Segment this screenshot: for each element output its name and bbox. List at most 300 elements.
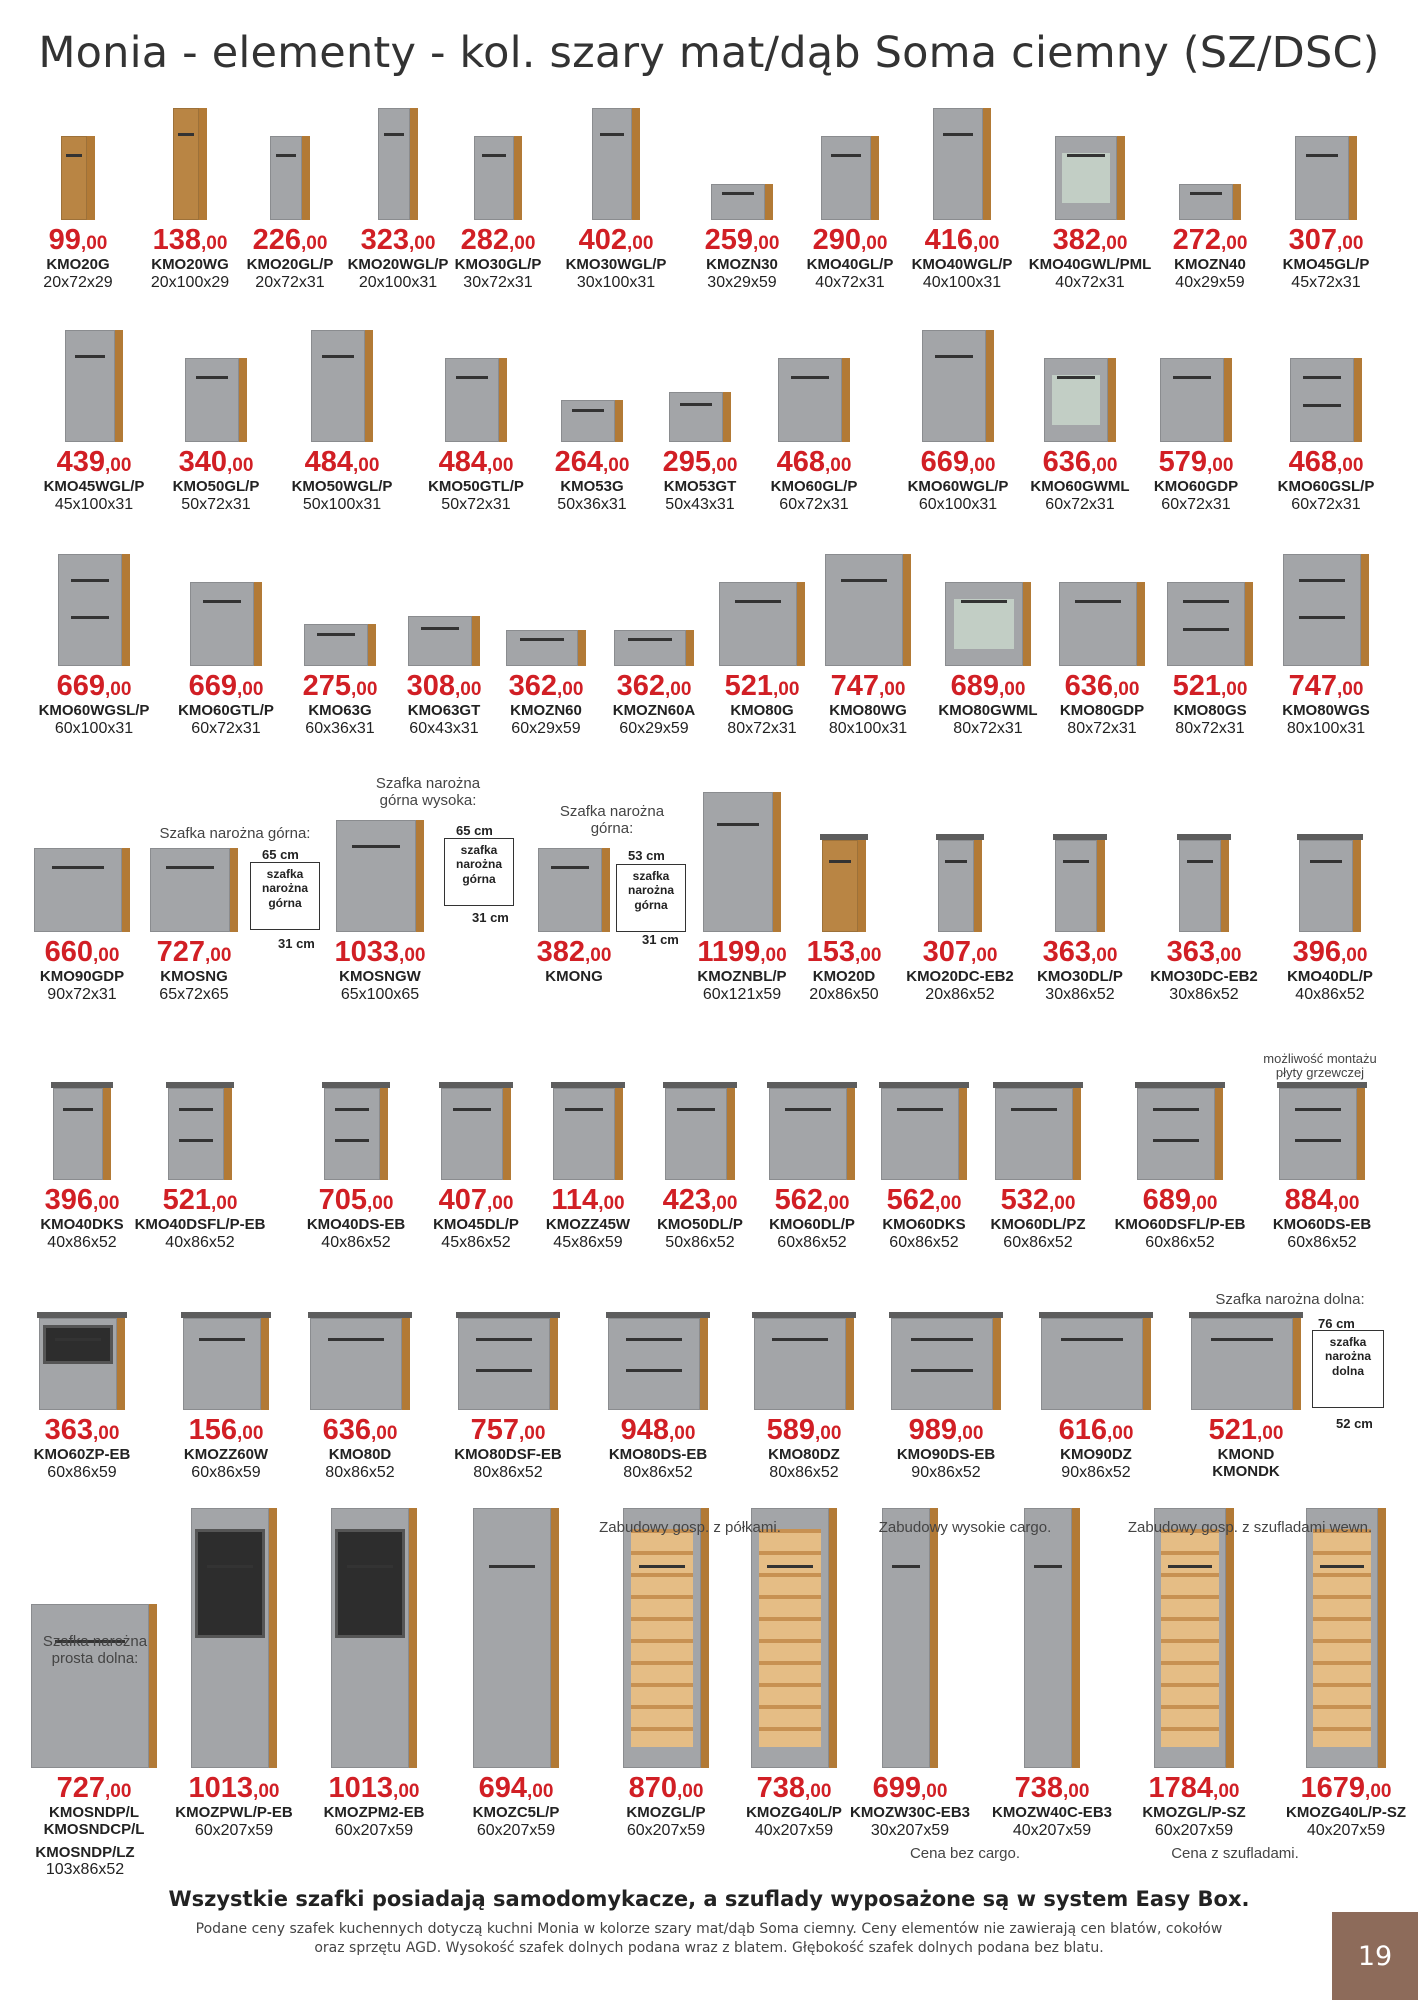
- product-code: KMOZG40L/P-SZ: [1285, 1804, 1406, 1821]
- cabinet-shape: [882, 1508, 938, 1768]
- product-item: [151, 1318, 301, 1481]
- product-code: KMO90GDP: [39, 968, 125, 985]
- product-dimensions: 60x207x59: [1154, 1822, 1234, 1839]
- note-drawers-price: Cena z szufladami.: [1171, 1845, 1299, 1862]
- handle: [453, 1108, 490, 1111]
- cabinet-image: [538, 848, 610, 932]
- product-dimensions: 60x100x31: [54, 720, 134, 737]
- price-integer: 290: [812, 224, 861, 256]
- countertop: [551, 1082, 625, 1088]
- product-item: [1171, 1318, 1321, 1479]
- price-integer: 156: [188, 1414, 237, 1446]
- handle: [935, 355, 973, 358]
- product-dimensions: 45x100x31: [54, 496, 134, 513]
- cabinet-image: [995, 1088, 1081, 1180]
- price-cents: ,00: [934, 1193, 962, 1214]
- product-code: KMO60DL/PZ: [990, 1216, 1086, 1233]
- price-cents: ,00: [1062, 1781, 1090, 1802]
- product-dimensions: 60x86x52: [1003, 1234, 1073, 1251]
- product-item: [1255, 840, 1405, 1003]
- handle: [421, 627, 459, 630]
- cabinet-shape: [39, 1318, 125, 1410]
- product-code: KMO45DL/P: [433, 1216, 519, 1233]
- price-cents: ,00: [104, 1781, 132, 1802]
- product-dimensions: 65x100x65: [340, 986, 420, 1003]
- countertop: [1297, 834, 1363, 840]
- product-code: KMOZPM2-EB: [323, 1804, 425, 1821]
- cabinet-image: [1299, 840, 1361, 932]
- handle: [1153, 1139, 1200, 1142]
- product-dimensions: 30x86x52: [1045, 986, 1115, 1003]
- product-dimensions: 80x72x31: [727, 720, 797, 737]
- handle: [772, 1338, 827, 1341]
- product-dimensions: 50x43x31: [665, 496, 735, 513]
- price-integer: 362: [508, 670, 557, 702]
- cabinet-image: [1024, 1508, 1080, 1768]
- price-integer: 282: [460, 224, 509, 256]
- product-dimensions: 60x29x59: [511, 720, 581, 737]
- cabinet-image: [191, 1508, 277, 1768]
- note-shelves: Zabudowy gosp. z półkami.: [599, 1519, 781, 1536]
- product-code: KMO40DL/P: [1287, 968, 1373, 985]
- price-cents: ,00: [204, 945, 232, 966]
- price-integer: 589: [766, 1414, 815, 1446]
- cabinet-image: [1306, 1508, 1386, 1768]
- cabinet-shape: [1059, 582, 1145, 666]
- cabinet-shape: [408, 616, 480, 666]
- cabinet-image: [614, 630, 694, 666]
- price-integer: 323: [360, 224, 409, 256]
- handle: [680, 403, 712, 406]
- product-item: [441, 1508, 591, 1839]
- price-integer: 114: [551, 1184, 599, 1216]
- price-integer: 272: [1172, 224, 1221, 256]
- price-cents: ,00: [300, 233, 328, 254]
- product-dimensions: 45x72x31: [1291, 274, 1361, 291]
- handle: [1057, 376, 1095, 379]
- price-cents: ,00: [1214, 945, 1242, 966]
- product-item: [729, 1318, 879, 1481]
- product-dimensions: 60x86x52: [1287, 1234, 1357, 1251]
- glass-panel: [954, 599, 1013, 649]
- handle: [785, 1108, 832, 1111]
- price: [19, 1774, 169, 1803]
- cabinet-image: [1179, 840, 1229, 932]
- cabinet-image: [891, 1318, 1001, 1410]
- price: [1251, 448, 1401, 477]
- product-dimensions: 60x36x31: [305, 720, 375, 737]
- product-dimensions: 80x86x52: [623, 1464, 693, 1481]
- product-dimensions: 20x86x50: [809, 986, 879, 1003]
- price-cents: ,00: [1106, 1423, 1134, 1444]
- page-title: Monia - elementy - kol. szary mat/dąb Soma ciemny (SZ/DSC): [38, 28, 1380, 78]
- price-integer: 669: [188, 670, 237, 702]
- price-integer: 757: [470, 1414, 519, 1446]
- product-code: KMOSNDP/L: [49, 1804, 139, 1821]
- cabinet-shape: [1154, 1508, 1234, 1768]
- price: [977, 1774, 1127, 1803]
- cabinet-shape: [711, 184, 773, 220]
- handle: [626, 1369, 681, 1372]
- cabinet-image: [1059, 582, 1145, 666]
- cabinet-shape: [441, 1088, 511, 1180]
- countertop: [439, 1082, 513, 1088]
- handle: [476, 1338, 531, 1341]
- product-item: [1119, 1508, 1269, 1839]
- cabinet-shape: [1041, 1318, 1151, 1410]
- price-cents: ,00: [1112, 679, 1140, 700]
- product-code: KMO80DZ: [768, 1446, 840, 1463]
- product-code: KMOZN30: [706, 256, 778, 273]
- product-code: KMO80GDP: [1059, 702, 1145, 719]
- price-cents: ,00: [1090, 945, 1118, 966]
- product-dimensions: 40x86x52: [1295, 986, 1365, 1003]
- cabinet-image: [324, 1088, 388, 1180]
- cabinet-shape: [1055, 136, 1125, 220]
- product-code: KMOZW40C-EB3: [991, 1804, 1112, 1821]
- price-cents: ,00: [236, 679, 264, 700]
- price: [1021, 1416, 1171, 1445]
- cabinet-shape: [34, 848, 130, 932]
- price-cents: ,00: [998, 679, 1026, 700]
- cabinet-shape: [769, 1088, 855, 1180]
- cabinet-image: [445, 358, 507, 442]
- product-code: KMO60GDP: [1153, 478, 1239, 495]
- price-integer: 340: [178, 446, 227, 478]
- price-integer: 484: [304, 446, 353, 478]
- handle: [199, 1338, 246, 1341]
- handle: [1299, 616, 1346, 619]
- price-cents: ,00: [972, 233, 1000, 254]
- product-dimensions: 90x86x52: [1061, 1464, 1131, 1481]
- price: [871, 1416, 1021, 1445]
- handle: [628, 638, 671, 641]
- price-integer: 396: [44, 1184, 93, 1216]
- handle: [945, 860, 967, 863]
- countertop: [767, 1082, 857, 1088]
- price-cents: ,00: [399, 945, 426, 966]
- price-integer: 264: [554, 446, 603, 478]
- countertop: [606, 1312, 710, 1318]
- price-integer: 396: [1292, 936, 1341, 968]
- price-integer: 521: [1172, 670, 1221, 702]
- handle: [1011, 1108, 1058, 1111]
- product-code: KMO60GTL/P: [178, 702, 274, 719]
- countertop: [181, 1312, 271, 1318]
- price-cents: ,00: [1090, 455, 1118, 476]
- handle: [717, 823, 759, 826]
- cabinet-image: [592, 108, 640, 220]
- price-cents: ,00: [956, 1423, 984, 1444]
- product-item: [1271, 1508, 1418, 1839]
- price-cents: ,00: [1332, 1193, 1360, 1214]
- price-cents: ,00: [602, 455, 630, 476]
- glass-panel: [1052, 375, 1101, 425]
- price: [1251, 226, 1401, 255]
- cabinet-shape: [304, 624, 376, 666]
- cabinet-shape: [458, 1318, 558, 1410]
- countertop: [752, 1312, 856, 1318]
- product-code: KMO40GL/P: [806, 256, 894, 273]
- cabinet-shape: [324, 1088, 388, 1180]
- price-integer: 747: [1288, 670, 1337, 702]
- price-cents: ,00: [968, 455, 996, 476]
- product-dimensions: 30x100x31: [576, 274, 656, 291]
- price-integer: 669: [920, 446, 969, 478]
- product-dimensions: 60x86x52: [889, 1234, 959, 1251]
- handle: [897, 1108, 944, 1111]
- price: [729, 1416, 879, 1445]
- note-cargo: Zabudowy wysokie cargo.: [878, 1519, 1052, 1536]
- product-code: KMOZN60: [510, 702, 582, 719]
- price-cents: ,00: [92, 1423, 120, 1444]
- product-item: [433, 1318, 583, 1481]
- handle: [943, 133, 973, 136]
- price-integer: 689: [1142, 1184, 1191, 1216]
- cabinet-shape: [825, 554, 911, 666]
- price-cents: ,00: [1256, 1423, 1284, 1444]
- cabinet-image: [168, 1088, 232, 1180]
- product-item: [7, 1318, 157, 1481]
- product-code: KMO80GWML: [938, 702, 1038, 719]
- product-code: KMO63GT: [407, 702, 481, 719]
- product-dimensions: 60x86x52: [777, 1234, 847, 1251]
- product-code: KMOZW30C-EB3: [849, 1804, 970, 1821]
- note-corner-top-2: Szafka narożna górna:: [559, 803, 665, 837]
- price-integer: 616: [1058, 1414, 1107, 1446]
- price-integer: 468: [1288, 446, 1337, 478]
- cabinet-image: [458, 1318, 558, 1410]
- cabinet-image: [150, 848, 238, 932]
- product-dimensions: KMOSNDCP/L: [43, 1821, 145, 1838]
- product-dimensions: 60x72x31: [1045, 496, 1115, 513]
- cabinet-image: [821, 136, 879, 220]
- price-cents: ,00: [253, 1781, 280, 1802]
- cabinet-shape: [311, 330, 373, 442]
- cabinet-shape: [1044, 358, 1116, 442]
- handle: [482, 154, 506, 157]
- cabinet-shape: [1279, 1088, 1365, 1180]
- handle: [1306, 154, 1338, 157]
- countertop: [1039, 1312, 1153, 1318]
- product-item: [1251, 136, 1401, 291]
- product-item: [963, 1088, 1113, 1251]
- cabinet-image: [58, 554, 130, 666]
- product-code: KMO60DSFL/P-EB: [1114, 1216, 1246, 1233]
- product-dimensions: 30x29x59: [707, 274, 777, 291]
- cabinet-shape: [1137, 1088, 1223, 1180]
- oven: [195, 1529, 265, 1638]
- product-item: [267, 330, 417, 513]
- price-integer: 1784: [1148, 1772, 1214, 1804]
- cabinet-shape: [1179, 184, 1241, 220]
- handle: [767, 1565, 814, 1568]
- handle: [1183, 600, 1230, 603]
- price-cents: ,00: [878, 679, 906, 700]
- price-integer: 747: [830, 670, 879, 702]
- product-code: KMO30DC-EB2: [1150, 968, 1258, 985]
- handle: [328, 1338, 383, 1341]
- cabinet-shape: [336, 820, 424, 932]
- price-integer: 1013: [188, 1772, 254, 1804]
- price-cents: ,00: [486, 455, 514, 476]
- cabinet-image: [769, 1088, 855, 1180]
- handle: [831, 154, 861, 157]
- product-code: KMOZN60A: [612, 702, 696, 719]
- product-code: KMOSNG: [160, 968, 228, 985]
- product-item: [119, 848, 269, 1003]
- price-integer: 636: [1064, 670, 1113, 702]
- note-cargo-price: Cena bez cargo.: [909, 1845, 1021, 1862]
- product-code: KMO60GWML: [1030, 478, 1130, 495]
- cabinet-shape: [474, 136, 522, 220]
- price-cents: ,00: [508, 233, 536, 254]
- price-cents: ,00: [352, 455, 380, 476]
- price-cents: ,00: [1336, 455, 1364, 476]
- product-code: KMO40DSFL/P-EB: [134, 1216, 266, 1233]
- shelves: [1161, 1529, 1219, 1747]
- cabinet-shape: [31, 1604, 157, 1768]
- price-cents: ,00: [1220, 679, 1248, 700]
- handle: [276, 154, 295, 157]
- handle: [384, 133, 403, 136]
- price: [499, 938, 649, 967]
- handle: [66, 154, 82, 157]
- price-cents: ,00: [804, 1781, 832, 1802]
- price-cents: ,00: [772, 679, 800, 700]
- countertop: [1277, 1082, 1367, 1088]
- cabinet-shape: [751, 1508, 837, 1768]
- cabinet-image: [1055, 136, 1125, 220]
- handle: [196, 376, 228, 379]
- product-item: [299, 1508, 449, 1839]
- product-code: KMO60ZP-EB: [33, 1446, 131, 1463]
- price-cents: ,00: [236, 1423, 264, 1444]
- price-integer: 738: [756, 1772, 805, 1804]
- product-dimensions: 60x121x59: [702, 986, 782, 1003]
- price: [835, 1774, 985, 1803]
- product-code: KMO53GT: [663, 478, 737, 495]
- countertop: [1053, 834, 1107, 840]
- price-cents: ,00: [970, 945, 998, 966]
- product-code: KMO53G: [560, 478, 624, 495]
- product-dimensions: 40x100x31: [922, 274, 1002, 291]
- product-code: KMO80GS: [1173, 702, 1247, 719]
- handle: [322, 355, 354, 358]
- handle: [911, 1338, 972, 1341]
- price: [1247, 1186, 1397, 1215]
- price-integer: 738: [1014, 1772, 1063, 1804]
- product-dimensions: 60x43x31: [409, 720, 479, 737]
- cabinet-shape: [933, 108, 991, 220]
- cabinet-image: [1283, 554, 1369, 666]
- cabinet-shape: [331, 1508, 417, 1768]
- price-cents: ,00: [668, 1423, 696, 1444]
- price: [7, 1416, 157, 1445]
- price-cents: ,00: [824, 455, 852, 476]
- product-code: KMO30DL/P: [1037, 968, 1123, 985]
- cabinet-image: [185, 358, 247, 442]
- cabinet-image: [311, 330, 373, 442]
- price-cents: ,00: [454, 679, 482, 700]
- handle: [961, 600, 1008, 603]
- cabinet-image: [751, 1508, 837, 1768]
- product-dimensions: 40x207x59: [1012, 1822, 1092, 1839]
- page-number: 19: [1332, 1912, 1418, 2000]
- product-code: KMO20D: [812, 968, 876, 985]
- price-cents: ,00: [1336, 233, 1364, 254]
- product-code: KMO50WGL/P: [291, 478, 393, 495]
- price-cents: ,00: [556, 679, 584, 700]
- corner-diagram-bottom: szafka narożna dolna: [1312, 1330, 1384, 1408]
- cabinet-shape: [1024, 1508, 1080, 1768]
- cabinet-image: [474, 136, 522, 220]
- product-dimensions: 80x86x52: [325, 1464, 395, 1481]
- product-dimensions: 60x86x59: [191, 1464, 261, 1481]
- cabinet-shape: [1299, 840, 1361, 932]
- glass-panel: [1062, 153, 1109, 203]
- price-cents: ,00: [1340, 945, 1368, 966]
- cabinet-shape: [881, 1088, 967, 1180]
- product-code: KMO80D: [328, 1446, 392, 1463]
- product-dimensions: 50x86x52: [665, 1234, 735, 1251]
- price-integer: 1013: [328, 1772, 394, 1804]
- handle: [572, 409, 604, 412]
- price-integer: 669: [56, 670, 105, 702]
- product-code: KMO80WGS: [1282, 702, 1370, 719]
- handle: [600, 133, 624, 136]
- price-integer: 307: [922, 936, 971, 968]
- cabinet-image: [711, 184, 773, 220]
- shelves: [631, 1529, 693, 1747]
- cabinet-shape: [1160, 358, 1232, 442]
- dim-label: 76 cm: [1318, 1316, 1355, 1331]
- product-code: KMO40GWL/PML: [1028, 256, 1152, 273]
- cabinet-image: [473, 1508, 559, 1768]
- cabinet-shape: [168, 1088, 232, 1180]
- product-dimensions: 90x86x52: [911, 1464, 981, 1481]
- cabinet-image: [65, 330, 123, 442]
- handle: [352, 845, 400, 848]
- cabinet-image: [754, 1318, 854, 1410]
- product-dimensions: 80x72x31: [1067, 720, 1137, 737]
- product-code: KMO80DS-EB: [608, 1446, 708, 1463]
- handle: [207, 1565, 254, 1568]
- price: [739, 448, 889, 477]
- cabinet-shape: [65, 330, 123, 442]
- product-dimensions: 50x36x31: [557, 496, 627, 513]
- product-item: [977, 1508, 1127, 1839]
- cabinet-shape: [608, 1318, 708, 1410]
- handle: [829, 860, 851, 863]
- price-cents: ,00: [584, 945, 612, 966]
- cabinet-image: [665, 1088, 735, 1180]
- product-dimensions: 40x207x59: [1306, 1822, 1386, 1839]
- cabinet-image: [561, 400, 623, 442]
- handle: [55, 1338, 102, 1341]
- product-code: KMO60DKS: [882, 1216, 966, 1233]
- product-item: [1247, 1088, 1397, 1251]
- price-cents: ,00: [1365, 1781, 1392, 1802]
- countertop: [308, 1312, 412, 1318]
- price-integer: 382: [536, 936, 585, 968]
- product-code: KMO20DC-EB2: [906, 968, 1014, 985]
- cabinet-image: [1179, 184, 1241, 220]
- handle: [179, 1139, 213, 1142]
- price-integer: 562: [886, 1184, 935, 1216]
- price-cents: ,00: [676, 1781, 704, 1802]
- cabinet-image: [1279, 1088, 1365, 1180]
